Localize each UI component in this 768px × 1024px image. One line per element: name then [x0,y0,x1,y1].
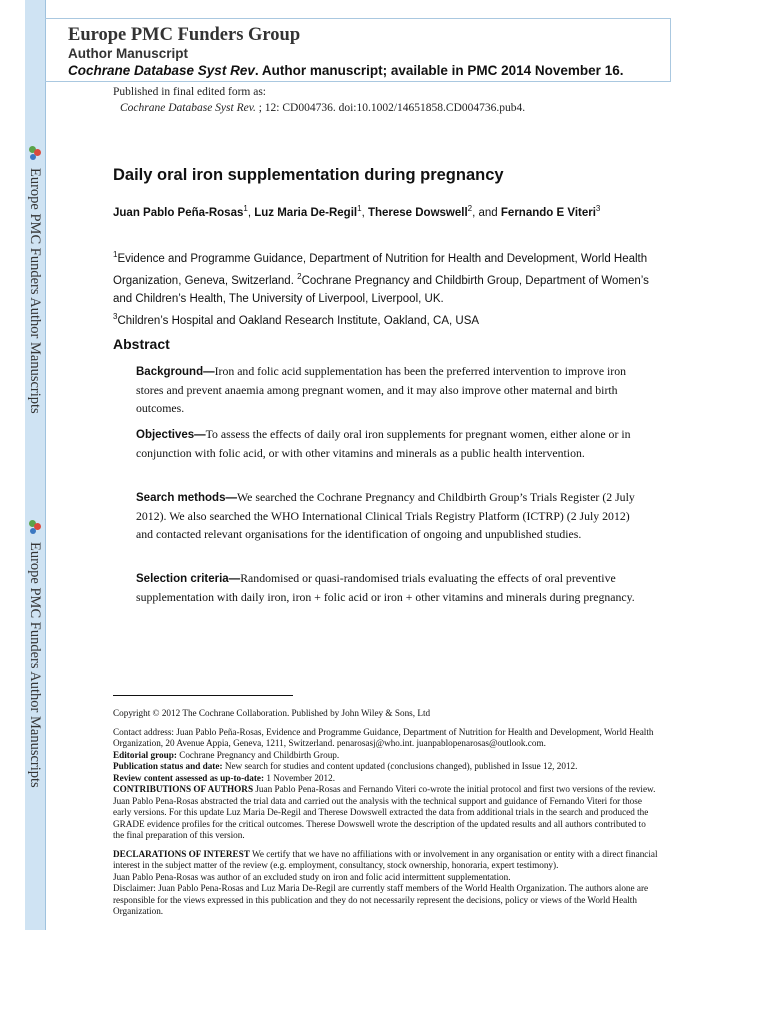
footnotes [113,708,658,918]
background-text: Iron and folic acid supplementation has been the preferred intervention to improve iron stores and prevent anaemia among pregnant women, and it may also improve other maternal and birth outcomes. [136,364,627,415]
background-label: Background— [136,366,215,378]
review-content [113,773,658,785]
published-journal: Cochrane Database Syst Rev. [120,102,256,114]
affiliations [113,246,658,329]
sidebar-band [25,0,46,930]
sidebar-label-top [22,146,48,414]
copyright: Copyright © 2012 The Cochrane Collaboration. Published by John Wiley & Sons, Ltd [113,708,431,718]
affiliation-3: Children’s Hospital and Oakland Research Institute, Oakland, CA, USA [117,314,480,327]
logo-dot-blue [30,528,36,534]
published-reference [113,100,525,116]
journal-availability [68,63,623,78]
search-methods-label: Search methods— [136,492,237,504]
abstract-selection-criteria [136,569,636,606]
affiliation-1: Evidence and Programme Guidance, Department of Nutrition for Health and Development, World Health Organization, Geneva, Switzerland. [113,252,648,287]
publication-status-label: Publication status and date: [113,761,223,771]
author-sup: 3 [595,204,601,213]
europe-pmc-logo-icon [26,520,44,538]
abstract-objectives [136,425,636,462]
author-name: Therese Dowswell [367,206,468,219]
sidebar-text: Europe PMC Funders Author Manuscripts [27,542,43,788]
editorial-group-label: Editorial group: [113,749,177,760]
funders-group-title: Europe PMC Funders Group [68,25,301,45]
sidebar-text: Europe PMC Funders Author Manuscripts [27,168,43,414]
selection-criteria-text: Randomised or quasi-randomised trials evaluating the effects of oral preventive supplementation with daily iron, iron + folic acid or iron + other vitamins and minerals during pregnancy. [136,571,635,604]
contact-address: Contact address: Juan Pablo Peña-Rosas, Evidence and Programme Guidance, Department of Nutrition for Health and Development, World Health Organization, 20 Avenue Appia, Geneva, 1211, Switzerland. penarosasj@who.int. juanpablopenarosas@outlook.com. [113,726,654,748]
abstract-background [136,362,636,417]
published-form [113,84,525,116]
affiliation-2: Cochrane Pregnancy and Childbirth Group, Department of Women’s and Children’s Health, The University of Liverpool, Liverpool, UK. [113,274,649,305]
author-sup: 1 [357,204,362,213]
europe-pmc-logo-icon [26,146,44,164]
declarations-label: DECLARATIONS OF INTEREST [113,848,250,859]
objectives-label: Objectives— [136,429,206,441]
contributions-text: Juan Pablo Pena-Rosas and Fernando Viteri co-wrote the initial protocol and first two versions of the review. Juan Pablo Pena-Rosas abstracted the trial data and carried out the analysis with the technical support and guidance of Fernando Viteri for those early versions. For this update Luz Maria De-Regil and Therese Dowswell extracted the data from additional trials in the search and produced the GRADE evidence profiles for the critical outcomes. Therese Dowswell wrote the description of the updated results and all authors contributed to the final preparation of this version. [113,784,656,840]
publication-status [113,761,658,773]
author-manuscript-label: Author Manuscript [68,46,188,61]
author-separator: , [361,206,368,219]
editorial-group [113,750,658,762]
publication-status-value: New search for studies and content updated (conclusions changed), published in Issue 12, 2012. [222,761,578,771]
review-content-value: 1 November 2012. [264,772,336,783]
author-separator: , [247,206,255,219]
author-name: Fernando E Viteri [500,206,596,219]
author-name: Juan Pablo Peña-Rosas [113,206,244,219]
author-name: Luz Maria De-Regil [254,206,358,219]
objectives-text: To assess the effects of daily oral iron supplements for pregnant women, either alone or in conjunction with folic acid, or with other vitamins and minerals as a public health intervention. [136,427,631,460]
author-list [113,204,600,219]
contributions [113,784,658,842]
search-methods-text: We searched the Cochrane Pregnancy and Childbirth Group’s Trials Register (2 July 2012). We also searched the WHO International Clinical Trials Registry Platform (ICTRP) (2 July 2012) and contacted relevant organisations for the identification of ongoing and unpublished studies. [136,490,635,541]
author-and: , and [472,206,501,219]
review-content-label: Review content assessed as up-to-date: [113,772,265,783]
declarations [113,849,658,872]
selection-criteria-label: Selection criteria— [136,573,241,585]
editorial-group-value: Cochrane Pregnancy and Childbirth Group. [176,749,340,760]
excluded-study-note: Juan Pablo Pena-Rosas was author of an excluded study on iron and folic acid intermittent supplementation. [113,871,511,882]
author-sup: 1 [243,204,248,213]
abstract-search-methods [136,488,636,543]
declarations-text: We certify that we have no affiliations with or involvement in any organisation or entity with a direct financial interest in the subject matter of the review (e.g. employment, consultancy, stock ownership, honoraria, expert testimony). [113,848,658,870]
published-doi: ; 12: CD004736. doi:10.1002/14651858.CD004736.pub4. [255,102,526,114]
affiliation-sup: 3 [113,311,118,321]
journal-name: Cochrane Database Syst Rev [68,63,255,78]
affiliation-sup: 1 [113,250,118,259]
manuscript-header [45,18,671,82]
affiliation-sup: 2 [297,271,302,281]
footnote-divider [113,695,293,696]
abstract-heading: Abstract [113,336,170,352]
disclaimer: Disclaimer: Juan Pablo Pena-Rosas and Luz Maria De-Regil are currently staff members of the World Health Organization. The authors alone are responsible for the views expressed in this publication and they do not necessarily represent the decisions, policy or views of the World Health Organization. [113,883,649,916]
sidebar-label-bottom [22,520,48,788]
article-title: Daily oral iron supplementation during pregnancy [113,166,504,184]
author-sup: 2 [467,204,473,213]
logo-dot-blue [30,154,36,160]
published-label: Published in final edited form as: [113,86,266,98]
availability-text: . Author manuscript; available in PMC 2014 November 16. [254,63,624,78]
contributions-label: CONTRIBUTIONS OF AUTHORS [113,784,254,794]
